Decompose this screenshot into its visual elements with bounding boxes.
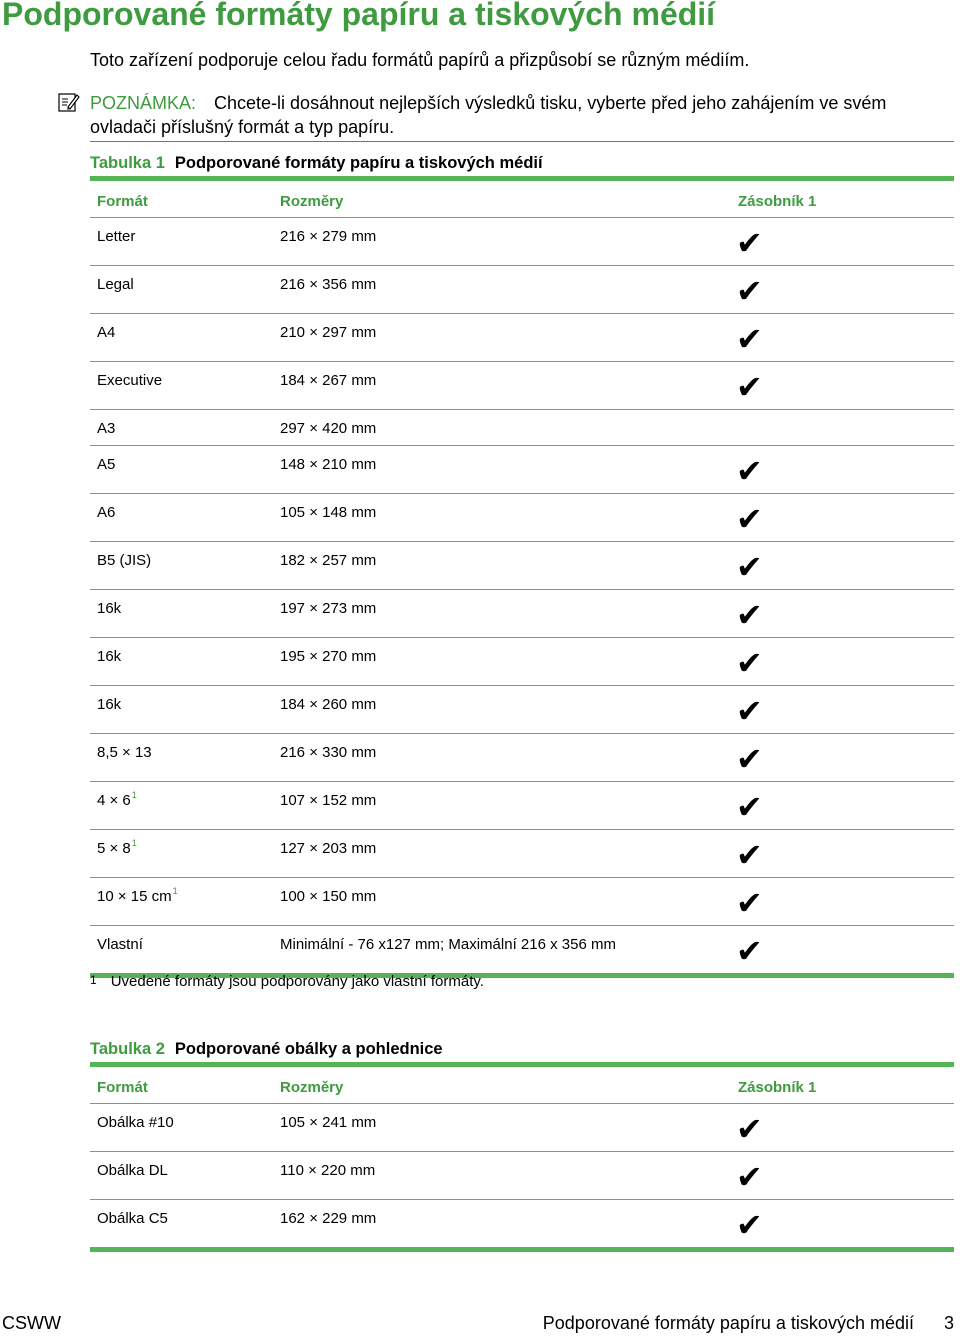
table2-header-tray: Zásobník 1 <box>738 1079 817 1096</box>
cell-format <box>97 888 178 905</box>
cell-format-text: 16k <box>97 696 122 713</box>
cell-size: 184 × 260 mm <box>280 696 377 713</box>
cell-size: 105 × 148 mm <box>280 504 377 521</box>
checkmark-icon: ✔ <box>736 932 763 970</box>
checkmark-icon: ✔ <box>736 272 763 310</box>
footer-section-title: Podporované formáty papíru a tiskových médií <box>542 1313 914 1333</box>
table-row <box>90 1200 954 1247</box>
checkmark-icon: ✔ <box>736 740 763 778</box>
cell-format-text: Obálka #10 <box>97 1114 174 1131</box>
table1-header-size: Rozměry <box>280 193 344 210</box>
table-row <box>90 638 954 686</box>
table1-footnote <box>90 973 484 990</box>
cell-size: 100 × 150 mm <box>280 888 377 905</box>
cell-format <box>97 456 115 473</box>
cell-size: 197 × 273 mm <box>280 600 377 617</box>
table-row <box>90 590 954 638</box>
cell-format <box>97 324 115 341</box>
cell-format-text: 4 × 6 <box>97 792 131 809</box>
cell-format-text: 5 × 8 <box>97 840 131 857</box>
cell-format <box>97 840 137 857</box>
cell-size: 216 × 330 mm <box>280 744 377 761</box>
cell-format-text: Letter <box>97 228 136 245</box>
cell-format-text: A5 <box>97 456 116 473</box>
cell-format <box>97 504 115 521</box>
cell-format-text: B5 (JIS) <box>97 552 152 569</box>
checkmark-icon: ✔ <box>736 500 763 538</box>
table1-caption-number: Tabulka 1 <box>90 154 165 172</box>
cell-format <box>97 744 152 761</box>
cell-format <box>97 648 121 665</box>
checkmark-icon: ✔ <box>736 548 763 586</box>
table-row <box>90 266 954 314</box>
table2-header-size: Rozměry <box>280 1079 344 1096</box>
cell-size: 216 × 279 mm <box>280 228 377 245</box>
cell-format <box>97 696 121 713</box>
cell-format-text: 10 × 15 cm <box>97 888 172 905</box>
table2-bottom-rule <box>90 1247 954 1252</box>
cell-format <box>97 228 135 245</box>
cell-format <box>97 1210 168 1227</box>
cell-size: Minimální - 76 x127 mm; Maximální 216 x 356 mm <box>280 936 616 953</box>
cell-size: 216 × 356 mm <box>280 276 377 293</box>
cell-size: 127 × 203 mm <box>280 840 377 857</box>
cell-format <box>97 1114 174 1131</box>
checkmark-icon: ✔ <box>736 1110 763 1148</box>
cell-format-text: Executive <box>97 372 163 389</box>
footnote-ref: 1 <box>172 886 178 896</box>
table-row <box>90 314 954 362</box>
table1-caption <box>90 154 543 173</box>
cell-format-text: Obálka DL <box>97 1162 168 1179</box>
table-row <box>90 686 954 734</box>
cell-size: 162 × 229 mm <box>280 1210 377 1227</box>
checkmark-icon: ✔ <box>736 224 763 262</box>
cell-format <box>97 420 115 437</box>
cell-format-text: 16k <box>97 648 122 665</box>
checkmark-icon: ✔ <box>736 692 763 730</box>
cell-format-text: 16k <box>97 600 122 617</box>
table-row <box>90 1152 954 1200</box>
page-title: Podporované formáty papíru a tiskových médií <box>2 0 716 32</box>
checkmark-icon: ✔ <box>736 1158 763 1196</box>
cell-format-text: Obálka C5 <box>97 1210 168 1227</box>
note-block <box>90 91 954 142</box>
checkmark-icon: ✔ <box>736 788 763 826</box>
footnote-ref: 1 <box>131 838 137 848</box>
cell-size: 184 × 267 mm <box>280 372 377 389</box>
cell-size: 182 × 257 mm <box>280 552 377 569</box>
note-text: Chcete-li dosáhnout nejlepších výsledků tisku, vyberte před jeho zahájením ve svém ovladači příslušný formát a typ papíru. <box>90 93 887 137</box>
checkmark-icon: ✔ <box>736 452 763 490</box>
cell-format <box>97 276 134 293</box>
table1-header-row <box>90 181 954 218</box>
footer-left: CSWW <box>2 1313 61 1333</box>
checkmark-icon: ✔ <box>736 596 763 634</box>
table-row <box>90 446 954 494</box>
table-row <box>90 542 954 590</box>
cell-format <box>97 552 151 569</box>
table2-header-format: Formát <box>97 1079 148 1096</box>
cell-format-text: 8,5 × 13 <box>97 744 152 761</box>
checkmark-icon: ✔ <box>736 1206 763 1244</box>
table-row <box>90 1104 954 1152</box>
checkmark-icon: ✔ <box>736 644 763 682</box>
cell-format <box>97 792 137 809</box>
table2-caption-number: Tabulka 2 <box>90 1040 165 1058</box>
table1-caption-title: Podporované formáty papíru a tiskových médií <box>174 154 543 172</box>
checkmark-icon: ✔ <box>736 320 763 358</box>
table-row <box>90 218 954 266</box>
table-row <box>90 926 954 973</box>
table2-header-row <box>90 1067 954 1104</box>
cell-format <box>97 600 121 617</box>
cell-size: 105 × 241 mm <box>280 1114 377 1131</box>
cell-size: 148 × 210 mm <box>280 456 377 473</box>
table-row <box>90 830 954 878</box>
cell-format <box>97 372 162 389</box>
table-row <box>90 410 954 446</box>
table2-caption <box>90 1040 443 1059</box>
footnote-text: Uvedené formáty jsou podporovány jako vlastní formáty. <box>110 973 484 990</box>
table1 <box>90 176 954 978</box>
table1-body <box>90 218 954 973</box>
cell-format-text: A6 <box>97 504 116 521</box>
cell-size: 210 × 297 mm <box>280 324 377 341</box>
table-row <box>90 494 954 542</box>
checkmark-icon: ✔ <box>736 368 763 406</box>
cell-format <box>97 1162 168 1179</box>
table2 <box>90 1062 954 1252</box>
table-row <box>90 362 954 410</box>
intro-text: Toto zařízení podporuje celou řadu formátů papírů a přizpůsobí se různým médiím. <box>90 50 750 70</box>
table1-header-tray: Zásobník 1 <box>738 193 817 210</box>
footer-right <box>543 1313 954 1334</box>
cell-size: 107 × 152 mm <box>280 792 377 809</box>
cell-format-text: A3 <box>97 420 116 437</box>
cell-size: 297 × 420 mm <box>280 420 377 437</box>
checkmark-icon: ✔ <box>736 836 763 874</box>
table-row <box>90 782 954 830</box>
cell-format-text: A4 <box>97 324 116 341</box>
cell-size: 195 × 270 mm <box>280 648 377 665</box>
cell-format <box>97 936 143 953</box>
table2-body <box>90 1104 954 1247</box>
table-row <box>90 878 954 926</box>
table1-header-format: Formát <box>97 193 148 210</box>
table2-caption-title: Podporované obálky a pohlednice <box>174 1040 443 1058</box>
cell-size: 110 × 220 mm <box>280 1162 376 1179</box>
cell-format-text: Vlastní <box>97 936 143 953</box>
table-row <box>90 734 954 782</box>
page-number: 3 <box>943 1313 954 1333</box>
footnote-ref: 1 <box>131 790 137 800</box>
note-label: POZNÁMKA: <box>90 93 197 113</box>
cell-format-text: Legal <box>97 276 134 293</box>
footnote-number: 1 <box>90 973 97 987</box>
note-pencil-icon <box>58 92 80 112</box>
checkmark-icon: ✔ <box>736 884 763 922</box>
